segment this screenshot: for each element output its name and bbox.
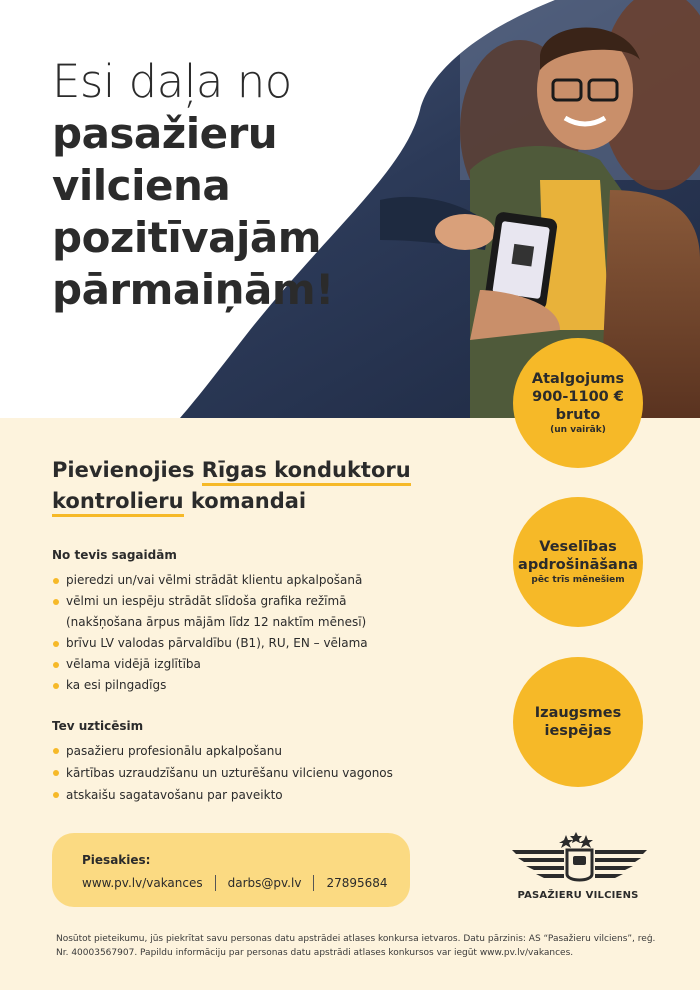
duties-title: Tev uzticēsim bbox=[52, 719, 144, 733]
list-item: kārtības uzraudzīšanu un uzturēšanu vilcienu vagonos bbox=[52, 762, 393, 784]
requirements-title: No tevis sagaidām bbox=[52, 548, 177, 562]
email-link[interactable]: darbs@pv.lv bbox=[227, 876, 302, 890]
headline bbox=[52, 56, 334, 316]
phone-number[interactable]: 27895684 bbox=[326, 876, 388, 890]
list-item-continuation: (nakšņošana ārpus mājām līdz 12 naktīm mēnesī) bbox=[66, 615, 367, 629]
headline-line-5: pārmaiņām! bbox=[52, 265, 334, 314]
bullet-icon bbox=[53, 641, 59, 647]
subhead-part-4: komandai bbox=[183, 489, 307, 513]
apply-box bbox=[52, 833, 410, 907]
insurance-line-2: apdrošināšana bbox=[518, 557, 638, 573]
growth-line-1: Izaugsmes bbox=[534, 705, 622, 721]
salary-badge bbox=[513, 338, 643, 468]
subhead-highlight-2: kontrolieru bbox=[52, 489, 184, 517]
list-item: ka esi pilngadīgs bbox=[52, 675, 368, 696]
subhead-highlight-1: Rīgas konduktoru bbox=[202, 458, 411, 486]
subheading bbox=[52, 455, 411, 517]
list-item: pasažieru profesionālu apkalpošanu bbox=[52, 740, 393, 762]
bullet-icon bbox=[53, 578, 59, 584]
list-item: pieredzi un/vai vēlmi strādāt klientu apkalpošanā bbox=[52, 570, 368, 591]
apply-contacts bbox=[82, 875, 410, 891]
bullet-icon bbox=[53, 599, 59, 605]
insurance-badge bbox=[513, 497, 643, 627]
bullet-icon bbox=[53, 748, 59, 754]
growth-badge bbox=[513, 657, 643, 787]
insurance-line-1: Veselības bbox=[539, 539, 617, 555]
bullet-icon bbox=[53, 770, 59, 776]
apply-label: Piesakies: bbox=[82, 853, 151, 867]
salary-line-3: bruto bbox=[555, 407, 601, 423]
headline-line-2: pasažieru bbox=[52, 109, 278, 158]
bullet-icon bbox=[53, 792, 59, 798]
salary-line-2: 900-1100 € bbox=[532, 389, 624, 405]
insurance-note: pēc trīs mēnešiem bbox=[531, 575, 625, 585]
requirements-list bbox=[52, 570, 368, 696]
list-item: brīvu LV valodas pārvaldību (B1), RU, EN – vēlama bbox=[52, 633, 368, 654]
logo-text: PASAŽIERU VILCIENS bbox=[517, 890, 639, 901]
list-item: atskaišu sagatavošanu par paveikto bbox=[52, 784, 393, 806]
salary-note: (un vairāk) bbox=[550, 425, 606, 435]
salary-line-1: Atalgojums bbox=[531, 371, 625, 387]
bullet-icon bbox=[53, 683, 59, 689]
growth-line-2: iespējas bbox=[544, 723, 612, 739]
headline-line-1: Esi daļa no bbox=[52, 55, 292, 108]
list-item: vēlama vidējā izglītība bbox=[52, 654, 368, 675]
headline-line-3: vilciena bbox=[52, 161, 231, 210]
website-link[interactable]: www.pv.lv/vakances bbox=[82, 876, 203, 890]
duties-list bbox=[52, 740, 393, 806]
bullet-icon bbox=[53, 662, 59, 668]
list-item: vēlmi un iespēju strādāt slīdoša grafika režīmā bbox=[52, 591, 368, 612]
footer-disclaimer: Nosūtot pieteikumu, jūs piekrītat savu personas datu apstrādei atlases konkursa ietvaros. Datu pārzinis: AS “Pasažieru vilciens”, reģ. Nr. 40003567907. Papildu informāciju par personas datu apstrādi atlases konkursos var iegūt www.pv.lv/vakances. bbox=[56, 934, 656, 958]
headline-line-4: pozitīvajām bbox=[52, 213, 321, 262]
divider bbox=[313, 875, 314, 891]
subhead-part-1: Pievienojies bbox=[52, 458, 202, 482]
divider bbox=[215, 875, 216, 891]
